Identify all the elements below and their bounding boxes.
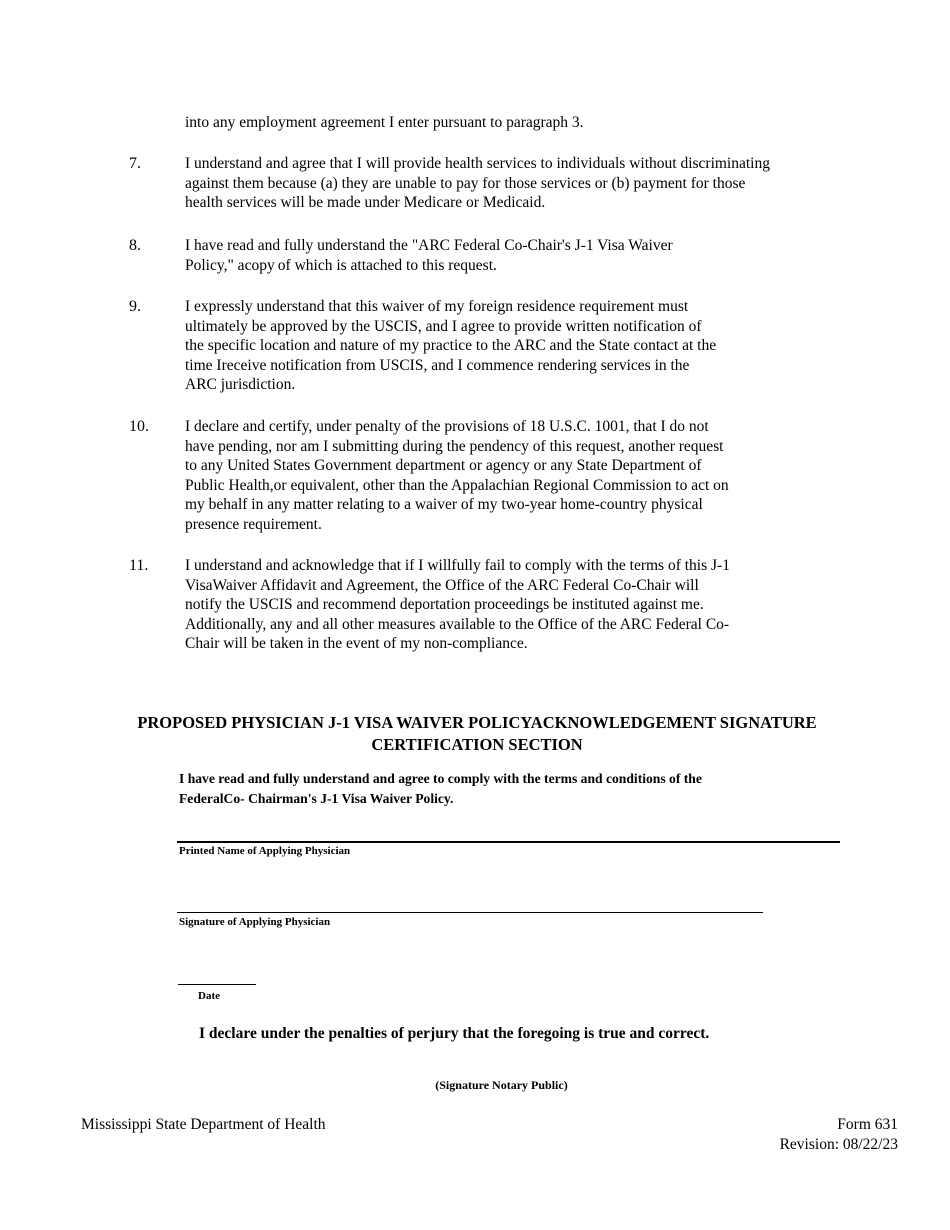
date-line[interactable] bbox=[178, 984, 256, 985]
item-11-number: 11. bbox=[129, 557, 149, 574]
item-8-line: Policy," acopy of which is attached to this request. bbox=[185, 256, 497, 274]
item-11-line: Chair will be taken in the event of my non-compliance. bbox=[185, 635, 528, 653]
item-11-line: VisaWaiver Affidavit and Agreement, the Office of the ARC Federal Co-Chair will bbox=[185, 576, 699, 594]
item-10-line: my behalf in any matter relating to a waiver of my two-year home-country physical bbox=[185, 496, 703, 514]
continuation-text: into any employment agreement I enter pursuant to paragraph 3. bbox=[185, 114, 584, 131]
footer-form-number: Form 631 bbox=[837, 1116, 898, 1133]
item-9-line: ultimately be approved by the USCIS, and I agree to provide written notification of bbox=[185, 317, 702, 335]
acknowledgement-statement bbox=[179, 769, 819, 809]
item-9-line: I expressly understand that this waiver of my foreign residence requirement must bbox=[185, 298, 689, 315]
item-7-line: health services will be made under Medicare or Medicaid. bbox=[185, 194, 546, 212]
printed-name-line[interactable] bbox=[177, 841, 840, 843]
item-8-text bbox=[185, 236, 845, 275]
item-9-line: the specific location and nature of my practice to the ARC and the State contact at the bbox=[185, 337, 717, 355]
perjury-declaration: I declare under the penalties of perjury that the foregoing is true and correct. bbox=[199, 1025, 710, 1042]
item-11-line: Additionally, any and all other measures available to the Office of the ARC Federal Co- bbox=[185, 615, 730, 633]
acknowledgement-line: I have read and fully understand and agree to comply with the terms and conditions of the bbox=[179, 771, 702, 786]
acknowledgement-line: FederalCo- Chairman's J-1 Visa Waiver Policy. bbox=[179, 791, 454, 806]
item-7-number: 7. bbox=[129, 155, 141, 172]
notary-signature-label: (Signature Notary Public) bbox=[435, 1078, 568, 1092]
printed-name-label: Printed Name of Applying Physician bbox=[179, 845, 351, 857]
item-11-line: I understand and acknowledge that if I willfully fail to comply with the terms of this J-1 bbox=[185, 557, 730, 574]
item-10-text bbox=[185, 417, 845, 535]
footer-department: Mississippi State Department of Health bbox=[81, 1116, 326, 1133]
item-10-line: have pending, nor am I submitting during the pendency of this request, another request bbox=[185, 437, 724, 455]
item-10-line: Public Health,or equivalent, other than the Appalachian Regional Commission to act on bbox=[185, 476, 729, 494]
item-11-line: notify the USCIS and recommend deportation proceedings be instituted against me. bbox=[185, 596, 704, 614]
item-11-text bbox=[185, 556, 845, 654]
item-9-line: time Ireceive notification from USCIS, and I commence rendering services in the bbox=[185, 356, 690, 374]
item-10-line: presence requirement. bbox=[185, 515, 322, 533]
item-8-number: 8. bbox=[129, 237, 141, 254]
item-9-line: ARC jurisdiction. bbox=[185, 376, 296, 394]
item-7-text bbox=[185, 154, 845, 213]
section-heading bbox=[60, 712, 894, 756]
item-8-line: I have read and fully understand the "ARC Federal Co-Chair's J-1 Visa Waiver bbox=[185, 237, 673, 254]
item-10-line: I declare and certify, under penalty of the provisions of 18 U.S.C. 1001, that I do not bbox=[185, 418, 709, 435]
item-10-line: to any United States Government department or agency or any State Department of bbox=[185, 457, 702, 475]
item-9-text bbox=[185, 297, 845, 395]
signature-line[interactable] bbox=[177, 912, 763, 913]
section-heading-line: PROPOSED PHYSICIAN J-1 VISA WAIVER POLICYACKNOWLEDGEMENT SIGNATURE bbox=[137, 713, 817, 732]
date-label: Date bbox=[198, 990, 220, 1002]
footer-revision: Revision: 08/22/23 bbox=[779, 1136, 898, 1153]
item-10-number: 10. bbox=[129, 418, 149, 435]
signature-label: Signature of Applying Physician bbox=[179, 916, 331, 928]
item-9-number: 9. bbox=[129, 298, 141, 315]
item-7-line: against them because (a) they are unable to pay for those services or (b) payment for those bbox=[185, 174, 746, 192]
item-7-line: I understand and agree that I will provide health services to individuals without discriminating bbox=[185, 155, 770, 172]
section-heading-line: CERTIFICATION SECTION bbox=[371, 735, 583, 754]
